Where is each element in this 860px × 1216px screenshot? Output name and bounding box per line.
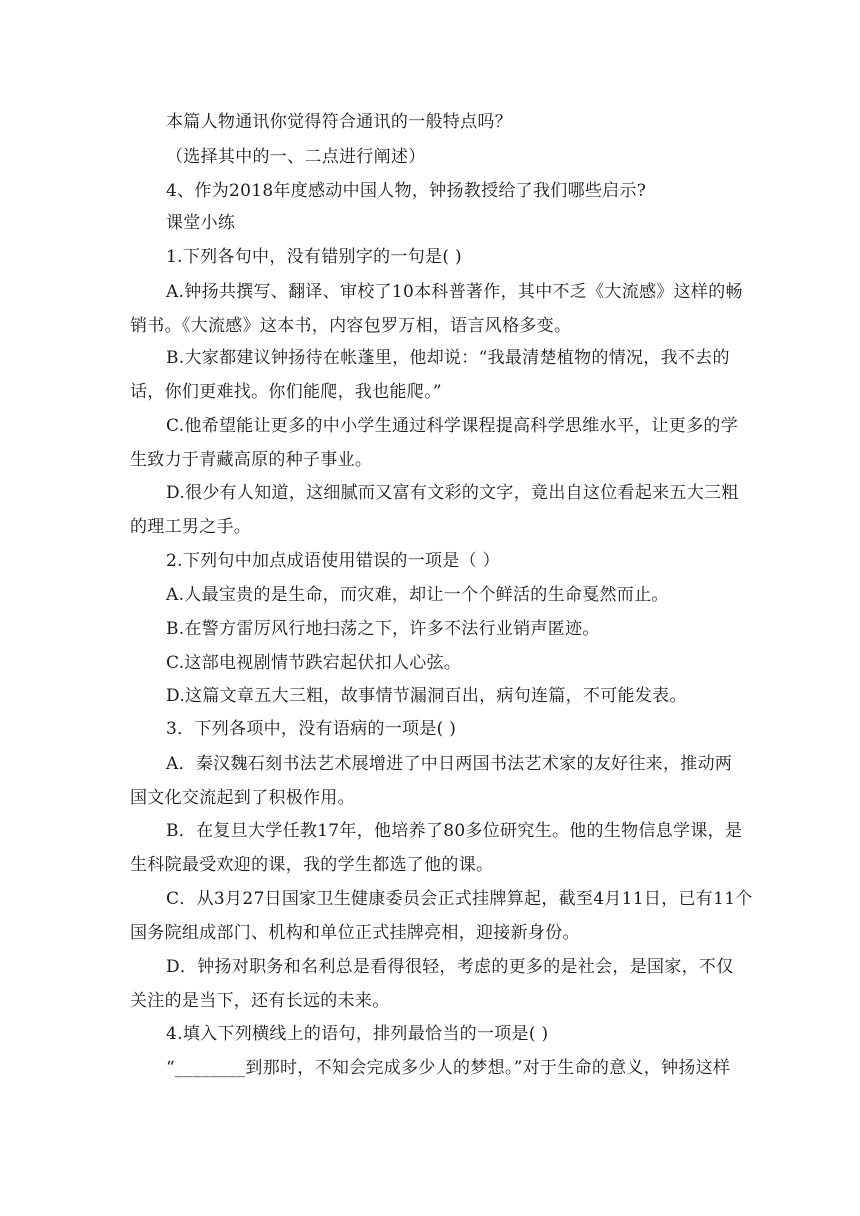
text-line: （选择其中的一、二点进行阐述） — [166, 147, 426, 167]
text-line: 4、作为2018年度感动中国人物，钟扬教授给了我们哪些启示? — [166, 181, 647, 201]
question-4-stem: “________到那时，不知会完成多少人的梦想。”对于生命的意义，钟扬这样 — [166, 1058, 731, 1078]
option-1c: C.他希望能让更多的中小学生通过科学课程提高科学思维水平，让更多的学 — [166, 416, 739, 436]
option-3a-cont: 国文化交流起到了积极作用。 — [130, 788, 355, 808]
option-3a: A．秦汉魏石刻书法艺术展增进了中日两国书法艺术家的友好往来，推动两 — [166, 754, 733, 774]
question-2: 2.下列句中加点成语使用错误的一项是（ ） — [166, 551, 500, 571]
option-2a: A.人最宝贵的是生命，而灾难，却让一个个鲜活的生命戛然而止。 — [166, 585, 669, 605]
option-1a-cont: 销书。《大流感》这本书，内容包罗万相，语言风格多变。 — [130, 316, 572, 336]
option-2c: C.这部电视剧情节跌宕起伏扣人心弦。 — [166, 653, 462, 673]
option-1a: A.钟扬共撰写、翻译、审校了10本科普著作，其中不乏《大流感》这样的畅 — [166, 282, 743, 302]
question-4: 4.填入下列横线上的语句，排列最恰当的一项是( ) — [166, 1024, 549, 1044]
option-1d-cont: 的理工男之手。 — [130, 517, 252, 537]
option-1b-cont: 话，你们更难找。你们能爬，我也能爬。” — [130, 382, 442, 402]
question-1: 1.下列各句中，没有错别字的一句是( ) — [166, 247, 462, 267]
question-3: 3．下列各项中，没有语病的一项是( ) — [166, 719, 457, 739]
option-3c-cont: 国务院组成部门、机构和单位正式挂牌亮相，迎接新身份。 — [130, 923, 580, 943]
option-3c: C．从3月27日国家卫生健康委员会正式挂牌算起，截至4月11日，已有11个 — [166, 889, 753, 909]
option-3d-cont: 关注的是当下，还有长远的未来。 — [130, 991, 390, 1011]
option-2b: B.在警方雷厉风行地扫荡之下，许多不法行业销声匿迹。 — [166, 619, 600, 639]
option-1d: D.很少有人知道，这细腻而又富有文彩的文字，竟出自这位看起来五大三粗 — [166, 483, 739, 503]
option-1b: B.大家都建议钟扬待在帐蓬里，他却说：“我最清楚植物的情况，我不去的 — [166, 348, 730, 368]
option-1c-cont: 生致力于青藏高原的种子事业。 — [130, 450, 373, 470]
option-3b: B．在复旦大学任教17年，他培养了80多位研究生。他的生物信息学课，是 — [166, 821, 743, 841]
option-3d: D．钟扬对职务和名利总是看得很轻，考虑的更多的是社会，是国家，不仅 — [166, 957, 734, 977]
text-line: 本篇人物通讯你觉得符合通讯的一般特点吗？ — [166, 112, 512, 132]
section-heading: 课堂小练 — [166, 213, 236, 233]
option-2d: D.这篇文章五大三粗，故事情节漏洞百出，病句连篇，不可能发表。 — [166, 686, 687, 706]
option-3b-cont: 生科院最受欢迎的课，我的学生都选了他的课。 — [130, 855, 494, 875]
